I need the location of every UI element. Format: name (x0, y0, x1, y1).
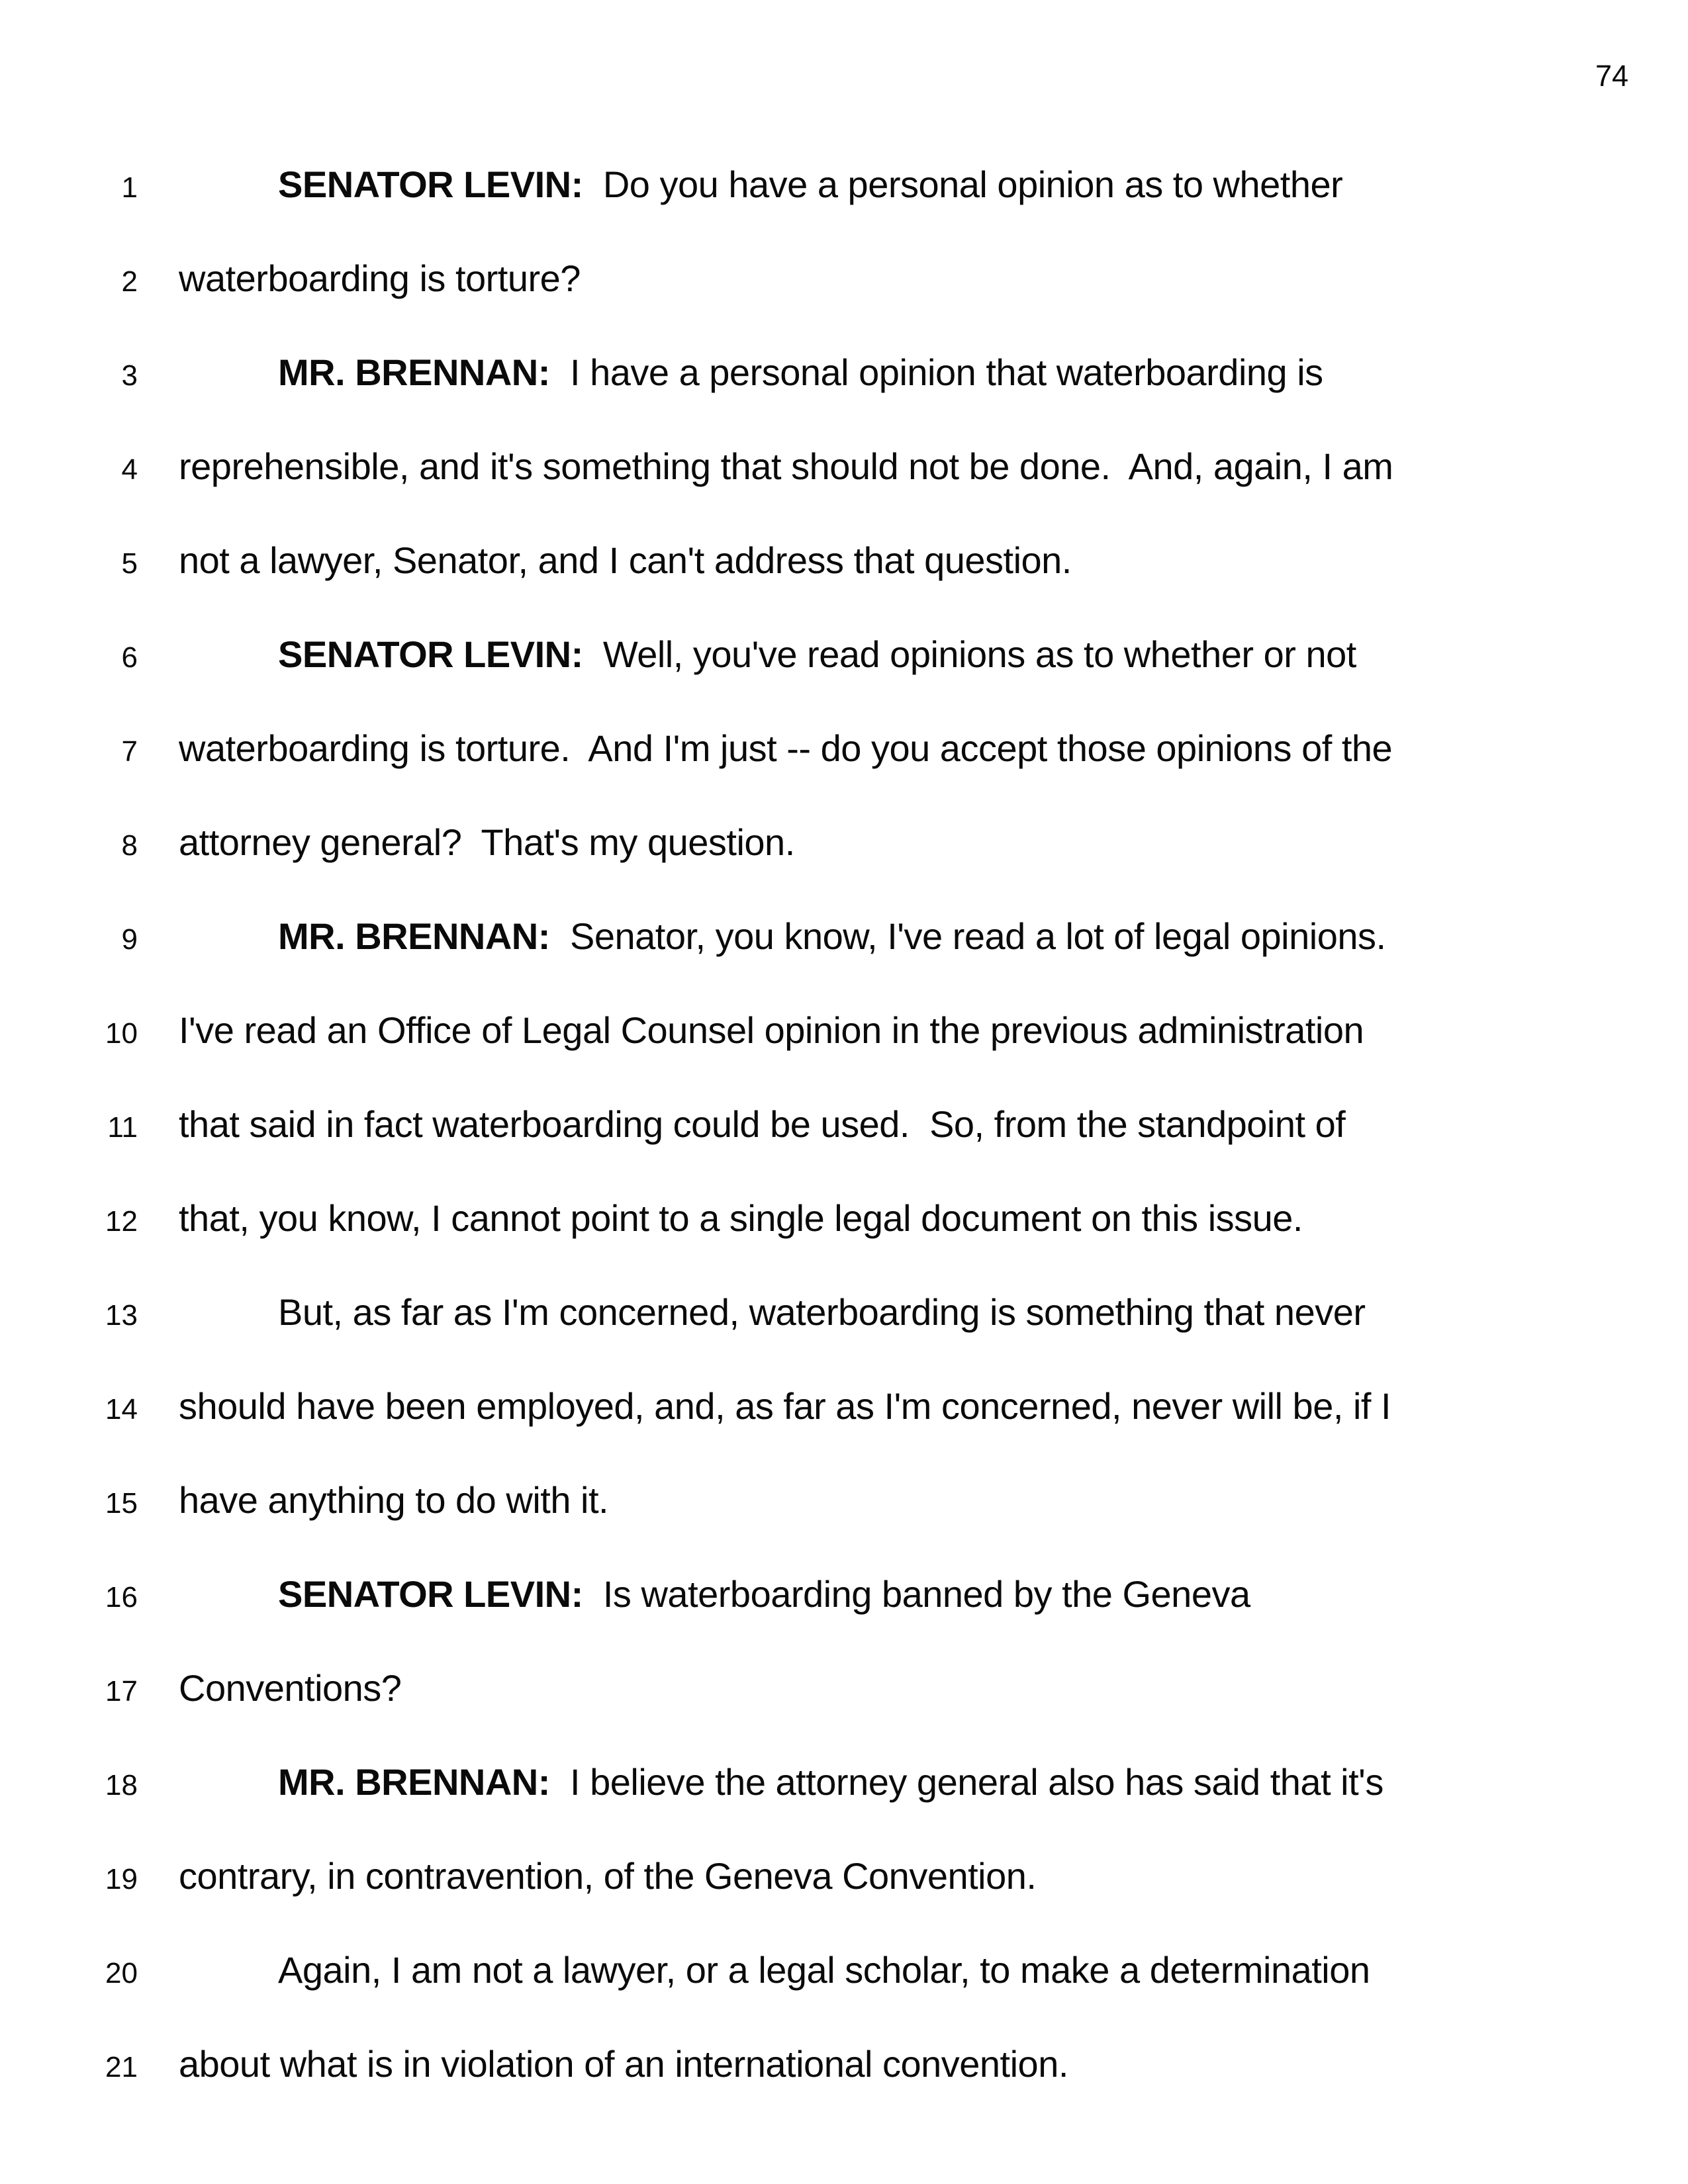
transcript-line (0, 327, 1635, 421)
speaker-label: SENATOR LEVIN: (278, 633, 583, 675)
line-text: should have been employed, and, as far as I'm concerned, never will be, if I (179, 1385, 1391, 1427)
transcript-line (0, 1549, 1635, 1643)
line-number: 13 (105, 1299, 138, 1332)
line-text: Conventions? (179, 1667, 402, 1709)
transcript-line (0, 515, 1635, 609)
speaker-label: SENATOR LEVIN: (278, 1573, 583, 1615)
speaker-label: MR. BRENNAN: (278, 351, 550, 393)
line-text: about what is in violation of an international convention. (179, 2043, 1068, 2085)
transcript-line (0, 1173, 1635, 1267)
line-number: 10 (105, 1017, 138, 1050)
transcript-line (0, 609, 1635, 703)
transcript-line (0, 139, 1635, 233)
transcript-line (0, 1455, 1635, 1549)
line-number: 9 (121, 923, 138, 956)
line-number: 8 (121, 829, 138, 862)
line-text: Is waterboarding banned by the Geneva (583, 1573, 1250, 1615)
transcript-line (0, 1831, 1635, 1925)
line-text: Senator, you know, I've read a lot of legal opinions. (549, 915, 1386, 957)
line-text: have anything to do with it. (179, 1479, 609, 1521)
transcript-line (0, 421, 1635, 515)
transcript-line (0, 1361, 1635, 1455)
transcript-line (0, 891, 1635, 985)
line-text: Do you have a personal opinion as to whether (583, 163, 1343, 205)
line-number: 12 (105, 1205, 138, 1238)
line-number: 7 (121, 735, 138, 768)
transcript-line (0, 1643, 1635, 1737)
line-number: 17 (105, 1675, 138, 1707)
line-number: 16 (105, 1581, 138, 1614)
transcript-line (0, 1079, 1635, 1173)
line-number: 18 (105, 1769, 138, 1801)
line-number: 4 (121, 453, 138, 486)
line-text: contrary, in contravention, of the Geneva Convention. (179, 1855, 1037, 1897)
speaker-label: MR. BRENNAN: (278, 1761, 550, 1803)
transcript-line (0, 2019, 1635, 2113)
speaker-label: SENATOR LEVIN: (278, 163, 583, 205)
line-number: 11 (107, 1111, 138, 1144)
transcript-body (0, 139, 1635, 2113)
line-number: 2 (121, 265, 138, 298)
line-text: attorney general? That's my question. (179, 821, 795, 863)
line-text: waterboarding is torture? (179, 257, 581, 299)
page-number: 74 (1595, 59, 1628, 93)
transcript-line (0, 1737, 1635, 1831)
line-number: 15 (105, 1487, 138, 1520)
line-text: not a lawyer, Senator, and I can't address that question. (179, 539, 1072, 581)
speaker-label: MR. BRENNAN: (278, 915, 550, 957)
line-number: 21 (105, 2051, 138, 2083)
transcript-line (0, 703, 1635, 797)
line-number: 5 (121, 547, 138, 580)
line-number: 3 (121, 359, 138, 392)
line-text: I believe the attorney general also has said that it's (549, 1761, 1383, 1803)
transcript-line (0, 1925, 1635, 2019)
transcript-line (0, 797, 1635, 891)
line-number: 19 (105, 1863, 138, 1895)
line-text: I have a personal opinion that waterboarding is (549, 351, 1323, 393)
line-text: But, as far as I'm concerned, waterboarding is something that never (278, 1291, 1366, 1333)
line-number: 20 (105, 1957, 138, 1989)
line-text: that, you know, I cannot point to a single legal document on this issue. (179, 1197, 1303, 1239)
transcript-line (0, 233, 1635, 327)
transcript-line (0, 985, 1635, 1079)
transcript-line (0, 1267, 1635, 1361)
line-text: Again, I am not a lawyer, or a legal scholar, to make a determination (278, 1949, 1370, 1991)
line-text: reprehensible, and it's something that should not be done. And, again, I am (179, 445, 1393, 487)
line-number: 1 (121, 171, 138, 204)
line-text: that said in fact waterboarding could be used. So, from the standpoint of (179, 1103, 1346, 1145)
line-text: Well, you've read opinions as to whether or not (583, 633, 1356, 675)
line-text: I've read an Office of Legal Counsel opinion in the previous administration (179, 1009, 1364, 1051)
line-number: 6 (121, 641, 138, 674)
line-number: 14 (105, 1393, 138, 1426)
line-text: waterboarding is torture. And I'm just -- do you accept those opinions of the (179, 727, 1393, 769)
